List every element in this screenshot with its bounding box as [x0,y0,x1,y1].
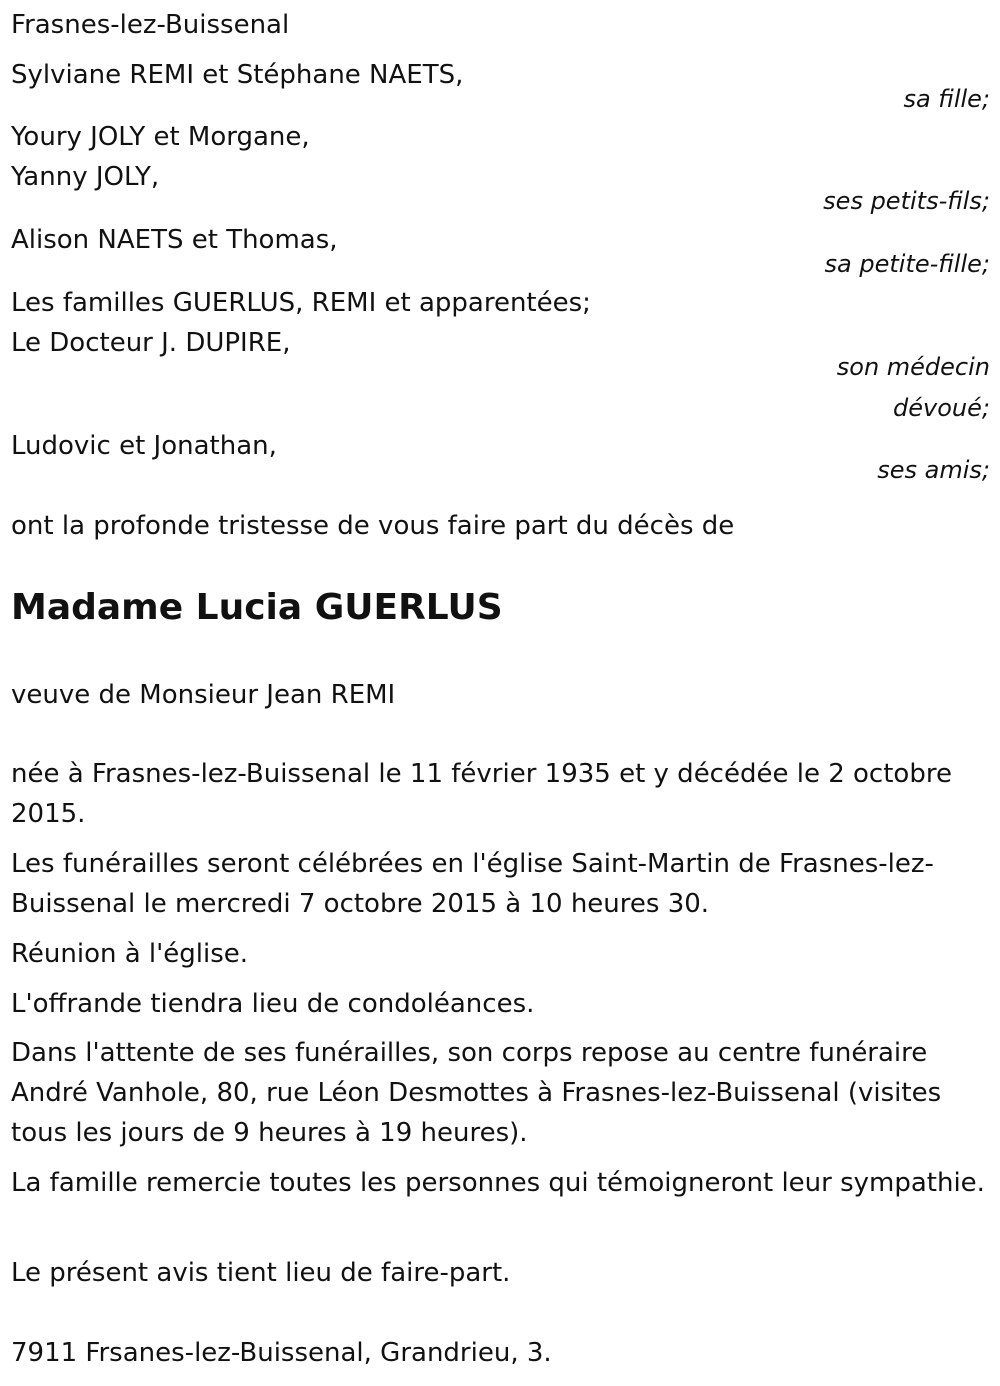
relation-doctor-1: son médecin [836,353,990,381]
family-address: 7911 Frsanes-lez-Buissenal, Grandrieu, 3. [11,1338,552,1368]
offering-info: L'offrande tiendra lieu de condoléances. [11,989,535,1019]
relation-granddaughter: sa petite-fille; [824,250,990,278]
family-line-daughter: Sylviane REMI et Stéphane NAETS, [11,60,464,90]
family-line-friends: Ludovic et Jonathan, [11,431,277,461]
family-line-grandson-1: Youry JOLY et Morgane, [11,122,310,152]
notice-info: Le présent avis tient lieu de faire-part. [11,1258,511,1288]
widow-of: veuve de Monsieur Jean REMI [11,680,396,710]
relation-friends: ses amis; [877,456,990,484]
deceased-name: Madame Lucia GUERLUS [11,587,503,628]
funeral-info: Les funérailles seront célébrées en l'église Saint-Martin de Frasnes-lez-Buissenal le mercredi 7 octobre 2015 à 10 heures 30. [11,849,934,919]
birth-death-info: née à Frasnes-lez-Buissenal le 11 février 1935 et y décédée le 2 octobre 2015. [11,759,952,829]
family-line-doctor: Le Docteur J. DUPIRE, [11,328,291,358]
wake-info: Dans l'attente de ses funérailles, son corps repose au centre funéraire André Vanhole, 80, rue Léon Desmottes à Frasnes-lez-Buissenal (visites tous les jours de 9 heures à 19 heures). [11,1038,942,1148]
family-line-families: Les familles GUERLUS, REMI et apparentées; [11,288,591,318]
relation-doctor-2: dévoué; [893,394,990,422]
relation-daughter: sa fille; [903,85,990,113]
town-heading: Frasnes-lez-Buissenal [11,10,290,40]
relation-grandsons: ses petits-fils; [823,187,990,215]
thanks-info: La famille remercie toutes les personnes qui témoigneront leur sympathie. [11,1168,985,1198]
family-line-granddaughter: Alison NAETS et Thomas, [11,225,338,255]
announcement-intro: ont la profonde tristesse de vous faire part du décès de [11,511,735,541]
family-line-grandson-2: Yanny JOLY, [11,162,160,192]
meeting-info: Réunion à l'église. [11,939,249,969]
